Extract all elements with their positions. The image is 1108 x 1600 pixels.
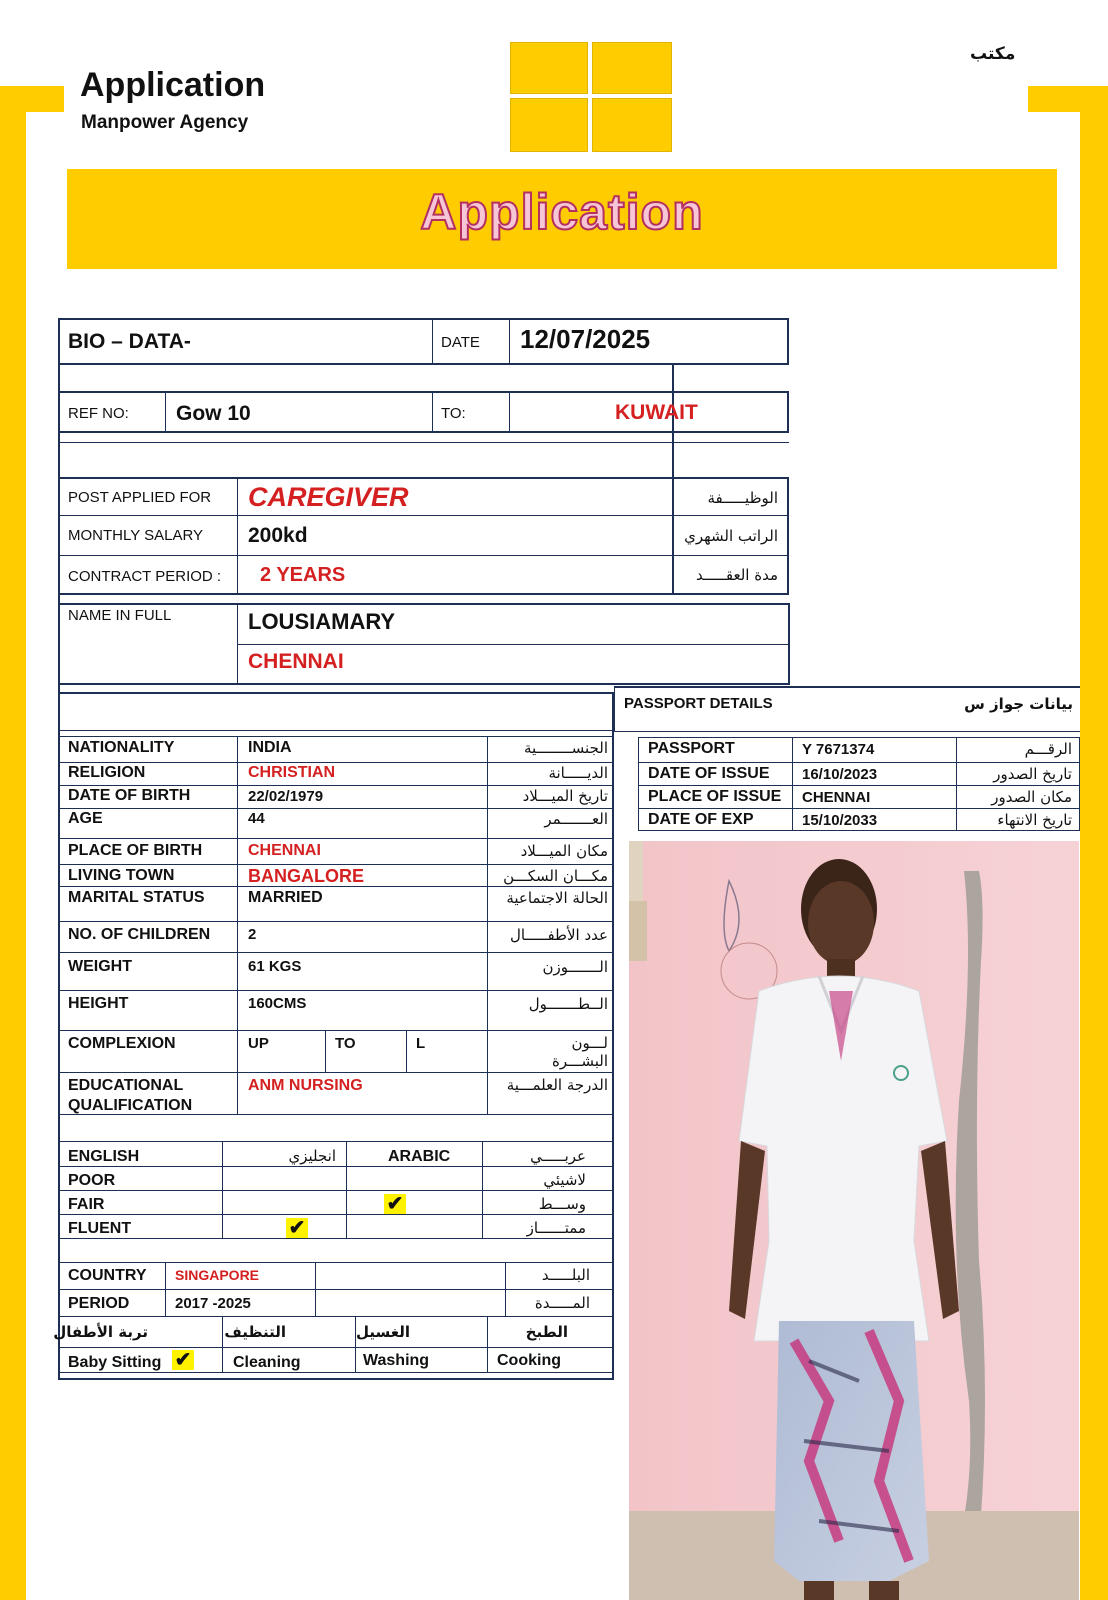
name-value: LOUSIAMARY — [248, 609, 396, 634]
height-value: 160CMS — [248, 995, 307, 1012]
passport-number-value: Y 7671374 — [802, 741, 875, 758]
passport-title-ar: بيانات جواز س — [964, 695, 1073, 713]
logo-icon — [510, 42, 672, 152]
skill-ar-1: التنظيف — [224, 1323, 286, 1341]
age-label: AGE — [68, 810, 103, 827]
ref-label: REF NO: — [68, 405, 129, 422]
weight-ar: الـــــــوزن — [542, 958, 608, 976]
period-label: PERIOD — [68, 1295, 130, 1312]
skill-en-1: Cleaning — [233, 1354, 301, 1371]
country-ar: البلـــــد — [541, 1266, 590, 1284]
pob-value: CHENNAI — [248, 842, 321, 859]
issue-place-label: PLACE OF ISSUE — [648, 788, 782, 805]
applicant-photo — [629, 841, 1079, 1600]
ref-value: Gow 10 — [176, 402, 251, 425]
fluent-label: FLUENT — [68, 1220, 132, 1237]
salary-label-ar: الراتب الشهري — [684, 527, 778, 545]
date-label: DATE — [441, 334, 480, 351]
issue-place-value: CHENNAI — [802, 789, 871, 806]
brand-subtitle: Manpower Agency — [81, 112, 249, 133]
english-fluent-check-icon: ✔ — [286, 1218, 308, 1238]
pob-label: PLACE OF BIRTH — [68, 842, 203, 859]
skill-ar-0: تربة الأطفال — [53, 1323, 148, 1341]
bio-data-label: BIO – DATA- — [68, 330, 191, 353]
english-label: ENGLISH — [68, 1148, 140, 1165]
nationality-value: INDIA — [248, 739, 292, 756]
passport-number-ar: الرقـــم — [1024, 740, 1072, 758]
children-label: NO. OF CHILDREN — [68, 926, 211, 943]
banner-title: Application — [420, 184, 704, 240]
arabic-fair-check-icon: ✔ — [384, 1194, 406, 1214]
date-value: 12/07/2025 — [520, 324, 651, 354]
education-label-2: QUALIFICATION — [68, 1097, 193, 1114]
complexion-ar-2: البشـــرة — [552, 1052, 608, 1070]
expiry-date-label: DATE OF EXP — [648, 811, 754, 828]
country-label: COUNTRY — [68, 1267, 147, 1284]
banner — [67, 169, 1057, 269]
education-label-1: EDUCATIONAL — [68, 1077, 184, 1094]
frame-left-cap — [0, 86, 64, 112]
religion-value: CHRISTIAN — [248, 764, 336, 781]
age-ar: العـــــــمر — [544, 810, 608, 828]
religion-ar: الديـــــانة — [548, 764, 608, 782]
issue-place-ar: مكان الصدور — [991, 788, 1072, 806]
frame-right-bar — [1080, 86, 1108, 1600]
skill-en-2: Washing — [363, 1352, 430, 1369]
complexion-up: UP — [248, 1035, 269, 1052]
passport-title: PASSPORT DETAILS — [624, 695, 773, 712]
brand-title: Application — [80, 66, 266, 104]
skill-en-3: Cooking — [497, 1352, 561, 1369]
complexion-ar-1: لـــون — [571, 1034, 608, 1052]
arabic-label: ARABIC — [388, 1148, 451, 1165]
expiry-date-value: 15/10/2033 — [802, 812, 878, 829]
contract-value: 2 YEARS — [260, 564, 346, 586]
children-ar: عدد الأطفـــــال — [510, 926, 608, 944]
town-ar: مكـــان السكـــن — [503, 867, 608, 885]
contract-label: CONTRACT PERIOD : — [68, 568, 222, 585]
baby-sitting-check-icon: ✔ — [172, 1350, 194, 1370]
issue-date-value: 16/10/2023 — [802, 766, 878, 783]
post-value: CAREGIVER — [248, 482, 409, 512]
issue-date-ar: تاريخ الصدور — [993, 765, 1072, 783]
post-label: POST APPLIED FOR — [68, 489, 212, 506]
weight-label: WEIGHT — [68, 958, 132, 975]
frame-left-bar — [0, 86, 26, 1600]
dob-label: DATE OF BIRTH — [68, 787, 191, 804]
arabic-ar: عربـــــي — [530, 1147, 586, 1165]
name-label: NAME IN FULL — [68, 607, 172, 624]
skill-en-0: Baby Sitting — [68, 1354, 162, 1371]
fair-label: FAIR — [68, 1196, 105, 1213]
dob-ar: تاريخ الميـــلاد — [522, 787, 608, 805]
country-value: SINGAPORE — [175, 1267, 260, 1283]
to-value: KUWAIT — [615, 401, 698, 424]
office-label-ar: مكتب — [970, 44, 1016, 64]
complexion-label: COMPLEXION — [68, 1035, 176, 1052]
period-value: 2017 -2025 — [175, 1295, 251, 1312]
english-ar: انجليزي — [288, 1147, 336, 1165]
weight-value: 61 KGS — [248, 958, 302, 975]
expiry-date-ar: تاريخ الانتهاء — [997, 811, 1072, 829]
height-ar: الــطـــــــول — [528, 995, 608, 1013]
nationality-label: NATIONALITY — [68, 739, 175, 756]
marital-label: MARITAL STATUS — [68, 889, 205, 906]
fluent-ar: ممتــــــاز — [526, 1219, 586, 1237]
passport-number-label: PASSPORT — [648, 740, 735, 757]
education-ar: الدرجة العلمـــية — [506, 1076, 608, 1094]
salary-label: MONTHLY SALARY — [68, 527, 204, 544]
complexion-to: TO — [335, 1035, 356, 1052]
town-label: LIVING TOWN — [68, 867, 175, 884]
pob-ar: مكان الميـــلاد — [520, 842, 608, 860]
religion-label: RELIGION — [68, 764, 146, 781]
contract-label-ar: مدة العقـــــد — [696, 566, 778, 584]
marital-value: MARRIED — [248, 889, 323, 906]
skill-ar-3: الطبخ — [525, 1323, 568, 1341]
post-label-ar: الوظيـــــفة — [707, 489, 778, 507]
education-value: ANM NURSING — [248, 1077, 363, 1094]
marital-ar: الحالة الاجتماعية — [506, 889, 608, 907]
period-ar: المـــــدة — [534, 1294, 590, 1312]
poor-label: POOR — [68, 1172, 116, 1189]
frame-right-cap — [1028, 86, 1108, 112]
children-value: 2 — [248, 926, 257, 943]
complexion-l: L — [416, 1035, 426, 1052]
city-value: CHENNAI — [248, 650, 344, 673]
height-label: HEIGHT — [68, 995, 129, 1012]
age-value: 44 — [248, 810, 265, 827]
poor-ar: لاشيئي — [543, 1171, 586, 1189]
skill-ar-2: الغسيل — [355, 1323, 410, 1341]
issue-date-label: DATE OF ISSUE — [648, 765, 770, 782]
town-value: BANGALORE — [248, 866, 364, 886]
dob-value: 22/02/1979 — [248, 788, 324, 805]
salary-value: 200kd — [248, 524, 308, 547]
to-label: TO: — [441, 405, 466, 422]
nationality-ar: الجنســــــــية — [523, 739, 608, 757]
fair-ar: وســـط — [538, 1195, 586, 1213]
